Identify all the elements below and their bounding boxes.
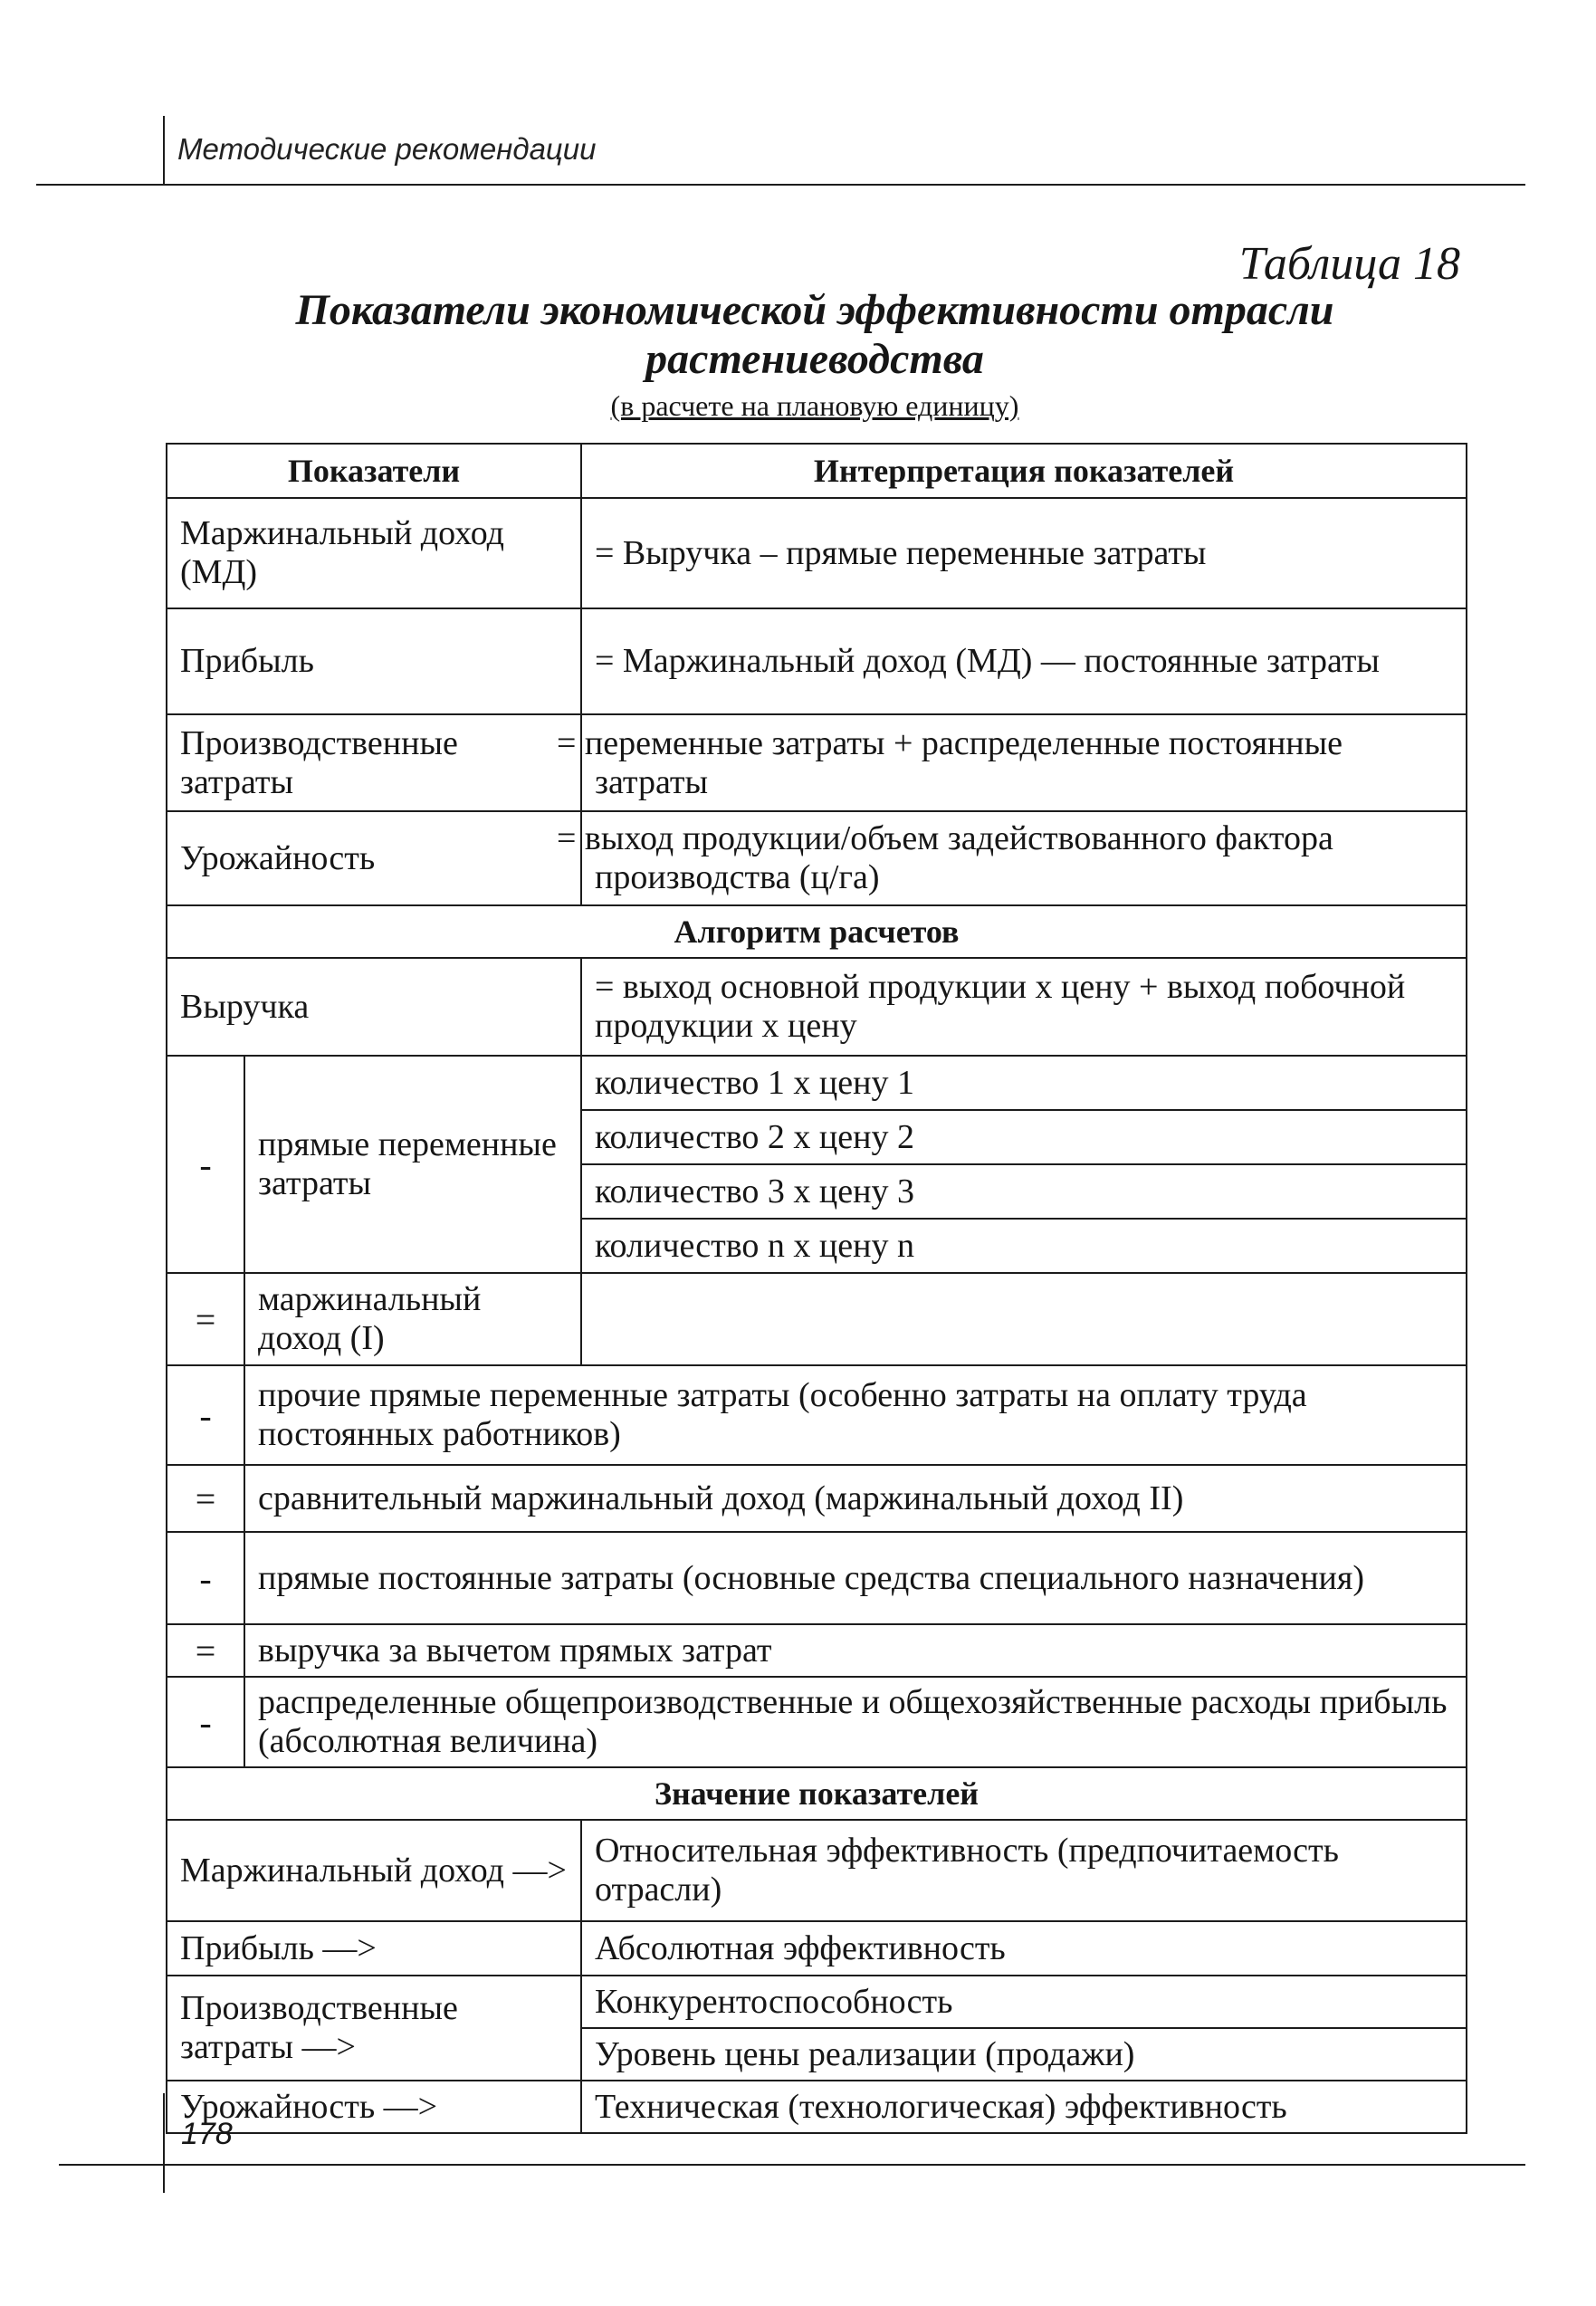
meaning-label: Прибыль —> bbox=[167, 1921, 581, 1976]
table-row bbox=[167, 1976, 1467, 2028]
operator-sign: - bbox=[167, 1365, 244, 1465]
table-row bbox=[167, 1624, 1467, 1677]
meaning-value: Относительная эффективность (предпочитаемость отрасли) bbox=[581, 1820, 1467, 1921]
header-rule bbox=[36, 184, 1525, 186]
column-header-interpretation: Интерпретация показателей bbox=[581, 444, 1467, 498]
meaning-value: Уровень цены реализации (продажи) bbox=[581, 2028, 1467, 2081]
table-title-line-2: растениеводства bbox=[645, 335, 984, 383]
meaning-header: Значение показателей bbox=[167, 1767, 1467, 1820]
section-header-row bbox=[167, 905, 1467, 958]
table-row bbox=[167, 1273, 1467, 1365]
operator-sign: - bbox=[167, 1532, 244, 1624]
table-row bbox=[167, 958, 1467, 1056]
table-row bbox=[167, 1820, 1467, 1921]
indicator-interpretation: = Маржинальный доход (МД) — постоянные затраты bbox=[581, 608, 1467, 714]
meaning-value: Абсолютная эффективность bbox=[581, 1921, 1467, 1976]
quantity-item: количество 2 x цену 2 bbox=[581, 1110, 1467, 1164]
meaning-label: Урожайность —> bbox=[167, 2081, 581, 2133]
table-row bbox=[167, 714, 1467, 811]
table-header-row bbox=[167, 444, 1467, 498]
quantity-item: количество 1 x цену 1 bbox=[581, 1056, 1467, 1110]
quantity-item: количество 3 x цену 3 bbox=[581, 1164, 1467, 1219]
table-row bbox=[167, 1465, 1467, 1532]
section-header-row bbox=[167, 1767, 1467, 1820]
algorithm-step: прочие прямые переменные затраты (особенно затраты на оплату труда постоянных работников) bbox=[244, 1365, 1467, 1465]
operator-sign: - bbox=[167, 1056, 244, 1273]
revenue-formula: = выход основной продукции x цену + выход побочной продукции x цену bbox=[581, 958, 1467, 1056]
table-row bbox=[167, 498, 1467, 608]
footer-vertical-rule bbox=[163, 2093, 165, 2193]
operator-sign: = bbox=[167, 1624, 244, 1677]
margin-1-label: маржинальный доход (I) bbox=[244, 1273, 581, 1365]
table-row bbox=[167, 1921, 1467, 1976]
algorithm-step: распределенные общепроизводственные и общехозяйственные расходы прибыль (абсолютная величина) bbox=[244, 1677, 1467, 1767]
meaning-label: Производственные затраты —> bbox=[167, 1976, 581, 2081]
quantity-item: количество n x цену n bbox=[581, 1219, 1467, 1273]
operator-sign: = bbox=[167, 1273, 244, 1365]
indicator-interpretation: = выход продукции/объем задействованного фактора производства (ц/га) bbox=[581, 811, 1467, 905]
algorithm-step: прямые постоянные затраты (основные средства специального назначения) bbox=[244, 1532, 1467, 1624]
table-number: Таблица 18 bbox=[1238, 238, 1460, 290]
operator-sign: = bbox=[167, 1465, 244, 1532]
indicators-table bbox=[166, 443, 1467, 2134]
meaning-value: Конкурентоспособность bbox=[581, 1976, 1467, 2028]
table-row bbox=[167, 608, 1467, 714]
running-title: Методические рекомендации bbox=[177, 132, 597, 166]
indicator-name: Прибыль bbox=[167, 608, 581, 714]
operator-sign: - bbox=[167, 1677, 244, 1767]
page-number: 178 bbox=[181, 2117, 233, 2151]
table-row bbox=[167, 1365, 1467, 1465]
indicator-interpretation: = переменные затраты + распределенные постоянные затраты bbox=[581, 714, 1467, 811]
meaning-label: Маржинальный доход —> bbox=[167, 1820, 581, 1921]
algorithm-header: Алгоритм расчетов bbox=[167, 905, 1467, 958]
column-header-indicators: Показатели bbox=[167, 444, 581, 498]
empty-cell bbox=[581, 1273, 1467, 1365]
direct-costs-label: прямые переменные затраты bbox=[244, 1056, 581, 1273]
indicator-name: Урожайность bbox=[167, 811, 581, 905]
indicator-name: Маржинальный доход (МД) bbox=[167, 498, 581, 608]
table-title bbox=[163, 286, 1467, 384]
indicator-interpretation: = Выручка – прямые переменные затраты bbox=[581, 498, 1467, 608]
table-row bbox=[167, 1056, 1467, 1110]
table-row bbox=[167, 1532, 1467, 1624]
footer-rule bbox=[59, 2164, 1525, 2166]
header-vertical-rule bbox=[163, 116, 165, 184]
revenue-label: Выручка bbox=[167, 958, 581, 1056]
table-subtitle: (в расчете на плановую единицу) bbox=[610, 389, 1019, 422]
meaning-value: Техническая (технологическая) эффективность bbox=[581, 2081, 1467, 2133]
table-row bbox=[167, 2081, 1467, 2133]
table-row bbox=[167, 811, 1467, 905]
table-row bbox=[167, 1677, 1467, 1767]
algorithm-step: выручка за вычетом прямых затрат bbox=[244, 1624, 1467, 1677]
table-title-line-1: Показатели экономической эффективности отрасли bbox=[295, 286, 1334, 334]
algorithm-step: сравнительный маржинальный доход (маржинальный доход II) bbox=[244, 1465, 1467, 1532]
indicator-name: Производственные затраты bbox=[167, 714, 581, 811]
